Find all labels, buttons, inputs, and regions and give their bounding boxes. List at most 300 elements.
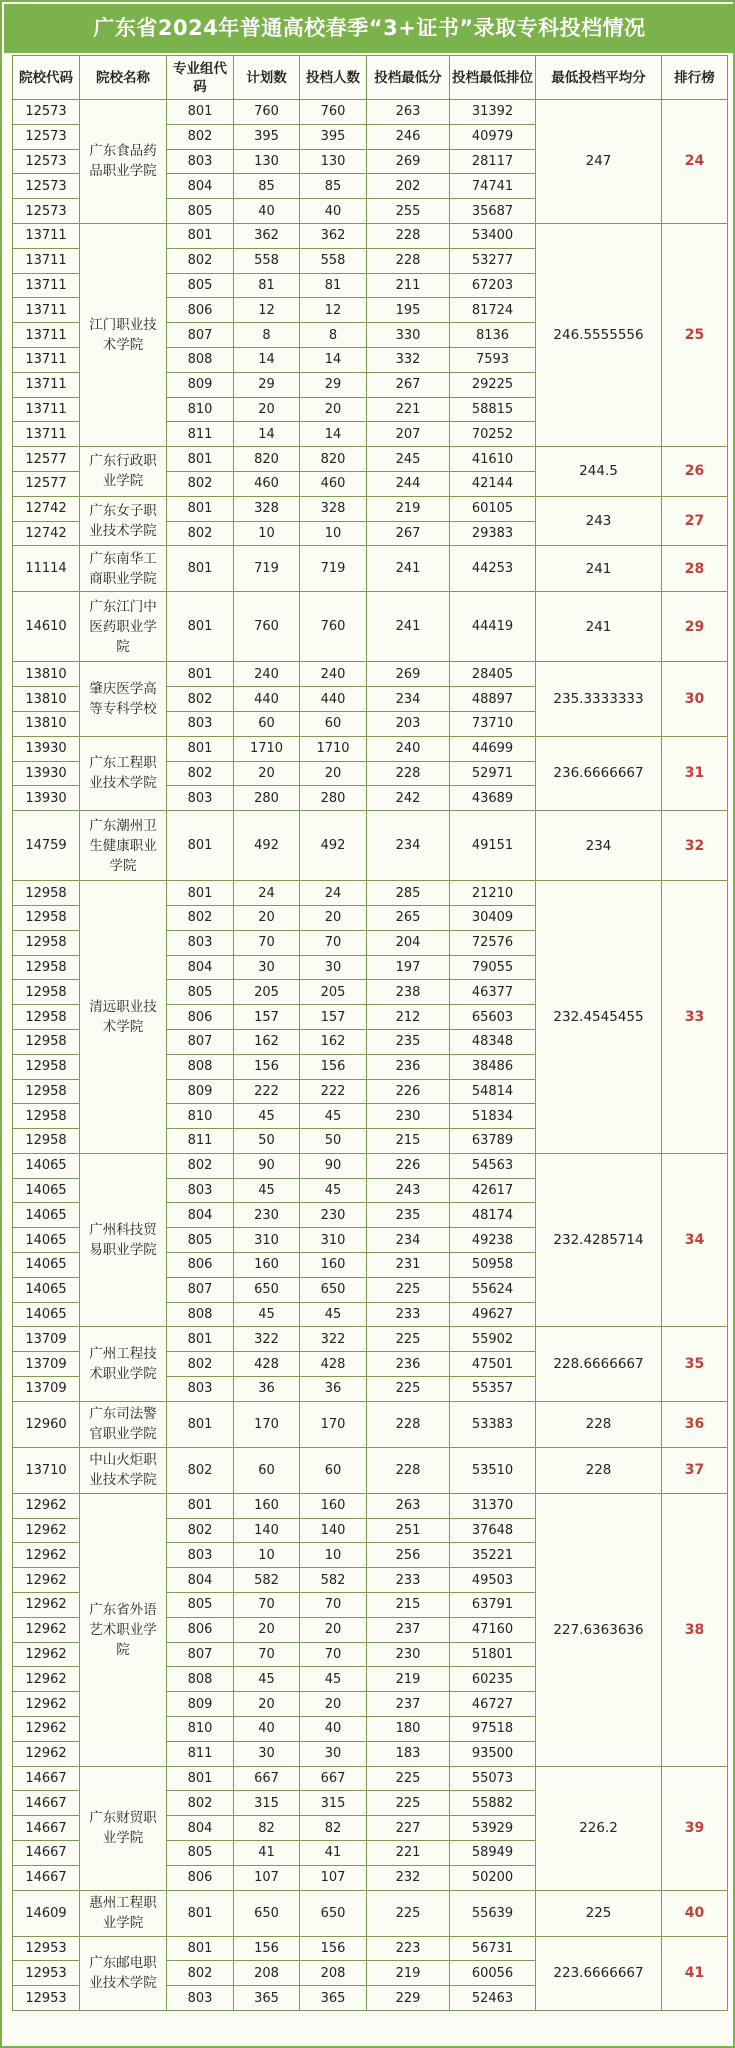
cell-min-score: 256 bbox=[367, 1543, 450, 1568]
cell-school-name: 广东司法警官职业学院 bbox=[80, 1401, 167, 1447]
cell-school-code: 12962 bbox=[13, 1617, 80, 1642]
cell-school-code: 12577 bbox=[13, 471, 80, 496]
cell-admitted: 760 bbox=[300, 100, 367, 125]
cell-min-score: 225 bbox=[367, 1277, 450, 1302]
cell-school-name: 广东潮州卫生健康职业学院 bbox=[80, 811, 167, 881]
cell-group: 808 bbox=[167, 1054, 234, 1079]
cell-plan: 12 bbox=[234, 298, 300, 323]
cell-group: 801 bbox=[167, 736, 234, 761]
cell-min-score: 241 bbox=[367, 546, 450, 592]
cell-admitted: 45 bbox=[300, 1667, 367, 1692]
cell-min-rank: 58949 bbox=[450, 1841, 536, 1866]
cell-plan: 440 bbox=[234, 687, 300, 712]
cell-min-score: 211 bbox=[367, 273, 450, 298]
cell-min-rank: 53929 bbox=[450, 1816, 536, 1841]
cell-group: 802 bbox=[167, 1961, 234, 1986]
cell-plan: 395 bbox=[234, 124, 300, 149]
cell-admitted: 222 bbox=[300, 1079, 367, 1104]
cell-admitted: 667 bbox=[300, 1766, 367, 1791]
cell-min-rank: 54563 bbox=[450, 1153, 536, 1178]
cell-min-rank: 60105 bbox=[450, 496, 536, 521]
cell-school-code: 13710 bbox=[13, 1447, 80, 1493]
cell-min-score: 219 bbox=[367, 1961, 450, 1986]
cell-school-code: 14609 bbox=[13, 1890, 80, 1936]
cell-admitted: 170 bbox=[300, 1401, 367, 1447]
cell-min-rank: 35687 bbox=[450, 199, 536, 224]
cell-plan: 20 bbox=[234, 761, 300, 786]
cell-school-code: 12962 bbox=[13, 1593, 80, 1618]
cell-plan: 460 bbox=[234, 471, 300, 496]
cell-min-score: 204 bbox=[367, 930, 450, 955]
cell-school-code: 12958 bbox=[13, 955, 80, 980]
cell-plan: 50 bbox=[234, 1129, 300, 1154]
cell-plan: 667 bbox=[234, 1766, 300, 1791]
cell-school-code: 12573 bbox=[13, 199, 80, 224]
header-avg-min-score: 最低投档平均分 bbox=[536, 56, 662, 100]
cell-plan: 30 bbox=[234, 955, 300, 980]
cell-school-code: 13711 bbox=[13, 347, 80, 372]
cell-school-code: 12962 bbox=[13, 1741, 80, 1766]
cell-min-score: 232 bbox=[367, 1865, 450, 1890]
cell-admitted: 428 bbox=[300, 1352, 367, 1377]
cell-group: 805 bbox=[167, 273, 234, 298]
cell-plan: 20 bbox=[234, 1692, 300, 1717]
cell-school-code: 13711 bbox=[13, 273, 80, 298]
cell-min-score: 228 bbox=[367, 761, 450, 786]
cell-min-rank: 31392 bbox=[450, 100, 536, 125]
cell-min-rank: 29225 bbox=[450, 372, 536, 397]
cell-min-rank: 35221 bbox=[450, 1543, 536, 1568]
cell-school-name: 江门职业技术学院 bbox=[80, 223, 167, 446]
cell-group: 802 bbox=[167, 521, 234, 546]
header-min-score: 投档最低分 bbox=[367, 56, 450, 100]
cell-min-rank: 42617 bbox=[450, 1178, 536, 1203]
cell-min-score: 223 bbox=[367, 1936, 450, 1961]
cell-min-score: 233 bbox=[367, 1568, 450, 1593]
cell-avg-min-score: 241 bbox=[536, 592, 662, 662]
cell-min-rank: 70252 bbox=[450, 422, 536, 447]
header-admitted-count: 投档人数 bbox=[300, 56, 367, 100]
cell-school-code: 12953 bbox=[13, 1936, 80, 1961]
cell-min-rank: 49503 bbox=[450, 1568, 536, 1593]
cell-group: 802 bbox=[167, 471, 234, 496]
cell-school-name: 肇庆医学高等专科学校 bbox=[80, 662, 167, 736]
cell-min-score: 330 bbox=[367, 323, 450, 348]
cell-group: 807 bbox=[167, 1642, 234, 1667]
cell-min-score: 235 bbox=[367, 1029, 450, 1054]
cell-school-name: 广东食品药品职业学院 bbox=[80, 100, 167, 224]
cell-group: 802 bbox=[167, 248, 234, 273]
cell-min-rank: 49238 bbox=[450, 1228, 536, 1253]
cell-school-code: 12958 bbox=[13, 1054, 80, 1079]
cell-min-score: 235 bbox=[367, 1203, 450, 1228]
cell-plan: 280 bbox=[234, 786, 300, 811]
cell-admitted: 310 bbox=[300, 1228, 367, 1253]
cell-plan: 41 bbox=[234, 1841, 300, 1866]
cell-min-rank: 30409 bbox=[450, 905, 536, 930]
cell-min-score: 263 bbox=[367, 100, 450, 125]
cell-school-code: 12958 bbox=[13, 980, 80, 1005]
cell-min-score: 245 bbox=[367, 447, 450, 472]
cell-min-rank: 44419 bbox=[450, 592, 536, 662]
cell-school-code: 13711 bbox=[13, 372, 80, 397]
cell-admitted: 130 bbox=[300, 149, 367, 174]
table-row bbox=[13, 1447, 728, 1493]
cell-school-code: 12962 bbox=[13, 1518, 80, 1543]
cell-min-score: 236 bbox=[367, 1054, 450, 1079]
cell-plan: 85 bbox=[234, 174, 300, 199]
cell-min-rank: 58815 bbox=[450, 397, 536, 422]
cell-min-rank: 74741 bbox=[450, 174, 536, 199]
cell-min-score: 285 bbox=[367, 881, 450, 906]
cell-min-rank: 53510 bbox=[450, 1447, 536, 1493]
cell-plan: 10 bbox=[234, 521, 300, 546]
cell-group: 801 bbox=[167, 447, 234, 472]
cell-group: 804 bbox=[167, 955, 234, 980]
cell-group: 806 bbox=[167, 1617, 234, 1642]
cell-group: 804 bbox=[167, 1568, 234, 1593]
cell-school-code: 14065 bbox=[13, 1228, 80, 1253]
cell-school-code: 13711 bbox=[13, 323, 80, 348]
cell-min-score: 183 bbox=[367, 1741, 450, 1766]
cell-admitted: 30 bbox=[300, 1741, 367, 1766]
cell-school-name: 广州科技贸易职业学院 bbox=[80, 1153, 167, 1327]
cell-school-code: 13711 bbox=[13, 248, 80, 273]
table-row bbox=[13, 546, 728, 592]
cell-admitted: 20 bbox=[300, 1692, 367, 1717]
cell-school-code: 12573 bbox=[13, 149, 80, 174]
cell-group: 806 bbox=[167, 1005, 234, 1030]
cell-min-score: 202 bbox=[367, 174, 450, 199]
cell-plan: 1710 bbox=[234, 736, 300, 761]
cell-plan: 582 bbox=[234, 1568, 300, 1593]
cell-min-score: 207 bbox=[367, 422, 450, 447]
cell-admitted: 160 bbox=[300, 1253, 367, 1278]
cell-admitted: 205 bbox=[300, 980, 367, 1005]
cell-plan: 160 bbox=[234, 1253, 300, 1278]
cell-group: 811 bbox=[167, 1741, 234, 1766]
cell-school-code: 13711 bbox=[13, 298, 80, 323]
cell-admitted: 82 bbox=[300, 1816, 367, 1841]
cell-min-score: 243 bbox=[367, 1178, 450, 1203]
cell-admitted: 12 bbox=[300, 298, 367, 323]
cell-plan: 70 bbox=[234, 1593, 300, 1618]
cell-min-score: 197 bbox=[367, 955, 450, 980]
cell-school-name: 广东南华工商职业学院 bbox=[80, 546, 167, 592]
cell-plan: 362 bbox=[234, 223, 300, 248]
cell-group: 801 bbox=[167, 496, 234, 521]
cell-group: 806 bbox=[167, 298, 234, 323]
cell-avg-min-score: 236.6666667 bbox=[536, 736, 662, 810]
cell-school-code: 12577 bbox=[13, 447, 80, 472]
cell-school-code: 12958 bbox=[13, 1029, 80, 1054]
cell-plan: 130 bbox=[234, 149, 300, 174]
cell-min-rank: 52971 bbox=[450, 761, 536, 786]
cell-ranking: 33 bbox=[662, 881, 728, 1154]
cell-school-code: 12960 bbox=[13, 1401, 80, 1447]
cell-group: 802 bbox=[167, 1447, 234, 1493]
cell-school-code: 12962 bbox=[13, 1493, 80, 1518]
cell-plan: 222 bbox=[234, 1079, 300, 1104]
cell-min-score: 225 bbox=[367, 1791, 450, 1816]
cell-plan: 36 bbox=[234, 1377, 300, 1402]
cell-group: 806 bbox=[167, 1865, 234, 1890]
cell-school-code: 13930 bbox=[13, 761, 80, 786]
cell-school-code: 12958 bbox=[13, 1079, 80, 1104]
cell-min-rank: 40979 bbox=[450, 124, 536, 149]
cell-min-rank: 55073 bbox=[450, 1766, 536, 1791]
cell-min-score: 215 bbox=[367, 1593, 450, 1618]
cell-min-rank: 55624 bbox=[450, 1277, 536, 1302]
cell-min-rank: 55357 bbox=[450, 1377, 536, 1402]
cell-min-score: 180 bbox=[367, 1717, 450, 1742]
cell-min-rank: 44253 bbox=[450, 546, 536, 592]
cell-group: 801 bbox=[167, 1401, 234, 1447]
cell-admitted: 760 bbox=[300, 592, 367, 662]
cell-min-score: 233 bbox=[367, 1302, 450, 1327]
cell-plan: 820 bbox=[234, 447, 300, 472]
cell-ranking: 37 bbox=[662, 1447, 728, 1493]
cell-group: 802 bbox=[167, 687, 234, 712]
cell-admitted: 240 bbox=[300, 662, 367, 687]
cell-plan: 45 bbox=[234, 1178, 300, 1203]
cell-avg-min-score: 232.4285714 bbox=[536, 1153, 662, 1327]
cell-min-rank: 43689 bbox=[450, 786, 536, 811]
cell-school-code: 14065 bbox=[13, 1153, 80, 1178]
cell-plan: 328 bbox=[234, 496, 300, 521]
header-school-code: 院校代码 bbox=[13, 56, 80, 100]
cell-min-score: 221 bbox=[367, 1841, 450, 1866]
cell-admitted: 582 bbox=[300, 1568, 367, 1593]
cell-avg-min-score: 244.5 bbox=[536, 447, 662, 497]
cell-admitted: 322 bbox=[300, 1327, 367, 1352]
cell-group: 803 bbox=[167, 1543, 234, 1568]
table-row bbox=[13, 1766, 728, 1791]
cell-plan: 240 bbox=[234, 662, 300, 687]
cell-min-rank: 28117 bbox=[450, 149, 536, 174]
cell-plan: 310 bbox=[234, 1228, 300, 1253]
cell-min-rank: 55902 bbox=[450, 1327, 536, 1352]
cell-group: 801 bbox=[167, 1936, 234, 1961]
cell-avg-min-score: 228 bbox=[536, 1401, 662, 1447]
cell-group: 811 bbox=[167, 422, 234, 447]
table-row bbox=[13, 496, 728, 521]
cell-school-code: 12958 bbox=[13, 1104, 80, 1129]
cell-plan: 20 bbox=[234, 1617, 300, 1642]
cell-avg-min-score: 243 bbox=[536, 496, 662, 546]
cell-avg-min-score: 228 bbox=[536, 1447, 662, 1493]
cell-min-rank: 50958 bbox=[450, 1253, 536, 1278]
cell-avg-min-score: 226.2 bbox=[536, 1766, 662, 1890]
cell-group: 810 bbox=[167, 1104, 234, 1129]
cell-min-rank: 37648 bbox=[450, 1518, 536, 1543]
cell-group: 802 bbox=[167, 1791, 234, 1816]
cell-min-rank: 48174 bbox=[450, 1203, 536, 1228]
cell-admitted: 40 bbox=[300, 199, 367, 224]
cell-min-score: 241 bbox=[367, 592, 450, 662]
cell-plan: 60 bbox=[234, 1447, 300, 1493]
cell-school-code: 12573 bbox=[13, 100, 80, 125]
cell-min-rank: 29383 bbox=[450, 521, 536, 546]
cell-min-score: 225 bbox=[367, 1766, 450, 1791]
cell-min-rank: 81724 bbox=[450, 298, 536, 323]
cell-plan: 8 bbox=[234, 323, 300, 348]
cell-school-code: 13810 bbox=[13, 711, 80, 736]
cell-group: 801 bbox=[167, 546, 234, 592]
cell-plan: 20 bbox=[234, 905, 300, 930]
cell-group: 809 bbox=[167, 1079, 234, 1104]
cell-school-code: 14759 bbox=[13, 811, 80, 881]
cell-ranking: 35 bbox=[662, 1327, 728, 1401]
cell-min-rank: 38486 bbox=[450, 1054, 536, 1079]
cell-group: 803 bbox=[167, 711, 234, 736]
cell-min-score: 227 bbox=[367, 1816, 450, 1841]
cell-min-rank: 49151 bbox=[450, 811, 536, 881]
cell-group: 803 bbox=[167, 149, 234, 174]
cell-plan: 81 bbox=[234, 273, 300, 298]
cell-min-rank: 65603 bbox=[450, 1005, 536, 1030]
cell-admitted: 440 bbox=[300, 687, 367, 712]
cell-plan: 45 bbox=[234, 1302, 300, 1327]
cell-admitted: 45 bbox=[300, 1104, 367, 1129]
cell-min-rank: 63791 bbox=[450, 1593, 536, 1618]
cell-min-rank: 46377 bbox=[450, 980, 536, 1005]
cell-admitted: 36 bbox=[300, 1377, 367, 1402]
cell-admitted: 10 bbox=[300, 521, 367, 546]
cell-school-name: 广东省外语艺术职业学院 bbox=[80, 1493, 167, 1766]
cell-plan: 230 bbox=[234, 1203, 300, 1228]
cell-min-rank: 51834 bbox=[450, 1104, 536, 1129]
cell-admitted: 50 bbox=[300, 1129, 367, 1154]
cell-admitted: 140 bbox=[300, 1518, 367, 1543]
cell-ranking: 25 bbox=[662, 223, 728, 446]
cell-group: 801 bbox=[167, 1766, 234, 1791]
table-row bbox=[13, 1401, 728, 1447]
cell-school-code: 14667 bbox=[13, 1865, 80, 1890]
cell-admitted: 14 bbox=[300, 422, 367, 447]
cell-school-code: 14667 bbox=[13, 1816, 80, 1841]
cell-group: 805 bbox=[167, 1228, 234, 1253]
table-row bbox=[13, 223, 728, 248]
cell-min-score: 263 bbox=[367, 1493, 450, 1518]
cell-admitted: 492 bbox=[300, 811, 367, 881]
cell-min-rank: 48897 bbox=[450, 687, 536, 712]
cell-plan: 760 bbox=[234, 592, 300, 662]
cell-avg-min-score: 228.6666667 bbox=[536, 1327, 662, 1401]
cell-school-code: 12953 bbox=[13, 1961, 80, 1986]
cell-group: 805 bbox=[167, 980, 234, 1005]
cell-plan: 70 bbox=[234, 1642, 300, 1667]
cell-plan: 157 bbox=[234, 1005, 300, 1030]
cell-plan: 205 bbox=[234, 980, 300, 1005]
cell-school-code: 14667 bbox=[13, 1841, 80, 1866]
table-row bbox=[13, 1890, 728, 1936]
table-row bbox=[13, 881, 728, 906]
cell-group: 805 bbox=[167, 1841, 234, 1866]
cell-group: 801 bbox=[167, 223, 234, 248]
cell-min-rank: 7593 bbox=[450, 347, 536, 372]
cell-school-code: 13711 bbox=[13, 223, 80, 248]
cell-school-code: 12573 bbox=[13, 124, 80, 149]
cell-school-name: 惠州工程职业学院 bbox=[80, 1890, 167, 1936]
cell-school-name: 广州工程技术职业学院 bbox=[80, 1327, 167, 1401]
cell-group: 801 bbox=[167, 592, 234, 662]
cell-group: 808 bbox=[167, 1302, 234, 1327]
cell-min-score: 242 bbox=[367, 786, 450, 811]
cell-school-code: 12958 bbox=[13, 881, 80, 906]
table-row bbox=[13, 1936, 728, 1961]
cell-plan: 140 bbox=[234, 1518, 300, 1543]
cell-plan: 558 bbox=[234, 248, 300, 273]
cell-group: 801 bbox=[167, 1327, 234, 1352]
table-row bbox=[13, 1493, 728, 1518]
cell-plan: 162 bbox=[234, 1029, 300, 1054]
cell-ranking: 28 bbox=[662, 546, 728, 592]
cell-min-rank: 42144 bbox=[450, 471, 536, 496]
cell-admitted: 10 bbox=[300, 1543, 367, 1568]
cell-avg-min-score: 232.4545455 bbox=[536, 881, 662, 1154]
cell-group: 805 bbox=[167, 199, 234, 224]
cell-admitted: 70 bbox=[300, 1642, 367, 1667]
table-row bbox=[13, 1153, 728, 1178]
cell-min-score: 234 bbox=[367, 1228, 450, 1253]
cell-min-rank: 53277 bbox=[450, 248, 536, 273]
cell-plan: 14 bbox=[234, 347, 300, 372]
cell-min-score: 221 bbox=[367, 397, 450, 422]
cell-school-name: 广东女子职业技术学院 bbox=[80, 496, 167, 546]
cell-min-score: 236 bbox=[367, 1352, 450, 1377]
cell-admitted: 208 bbox=[300, 1961, 367, 1986]
cell-min-rank: 46727 bbox=[450, 1692, 536, 1717]
cell-ranking: 30 bbox=[662, 662, 728, 736]
cell-school-name: 广东财贸职业学院 bbox=[80, 1766, 167, 1890]
cell-admitted: 81 bbox=[300, 273, 367, 298]
cell-school-name: 广东行政职业学院 bbox=[80, 447, 167, 497]
cell-min-score: 215 bbox=[367, 1129, 450, 1154]
cell-group: 809 bbox=[167, 1692, 234, 1717]
cell-avg-min-score: 246.5555556 bbox=[536, 223, 662, 446]
cell-admitted: 162 bbox=[300, 1029, 367, 1054]
cell-group: 802 bbox=[167, 1518, 234, 1543]
cell-admitted: 60 bbox=[300, 711, 367, 736]
cell-plan: 40 bbox=[234, 199, 300, 224]
cell-min-rank: 53383 bbox=[450, 1401, 536, 1447]
cell-min-score: 238 bbox=[367, 980, 450, 1005]
cell-min-rank: 41610 bbox=[450, 447, 536, 472]
table-row bbox=[13, 447, 728, 472]
cell-min-rank: 48348 bbox=[450, 1029, 536, 1054]
header-row bbox=[13, 56, 728, 100]
cell-min-rank: 47160 bbox=[450, 1617, 536, 1642]
cell-plan: 760 bbox=[234, 100, 300, 125]
cell-school-code: 12962 bbox=[13, 1717, 80, 1742]
cell-min-score: 228 bbox=[367, 1401, 450, 1447]
cell-admitted: 650 bbox=[300, 1890, 367, 1936]
cell-admitted: 315 bbox=[300, 1791, 367, 1816]
cell-admitted: 328 bbox=[300, 496, 367, 521]
table-row bbox=[13, 736, 728, 761]
cell-group: 809 bbox=[167, 372, 234, 397]
cell-avg-min-score: 235.3333333 bbox=[536, 662, 662, 736]
cell-school-code: 14667 bbox=[13, 1766, 80, 1791]
cell-plan: 10 bbox=[234, 1543, 300, 1568]
cell-group: 803 bbox=[167, 930, 234, 955]
cell-admitted: 90 bbox=[300, 1153, 367, 1178]
header-group-code: 专业组代码 bbox=[167, 56, 234, 100]
cell-admitted: 20 bbox=[300, 905, 367, 930]
cell-ranking: 26 bbox=[662, 447, 728, 497]
cell-school-code: 12962 bbox=[13, 1568, 80, 1593]
